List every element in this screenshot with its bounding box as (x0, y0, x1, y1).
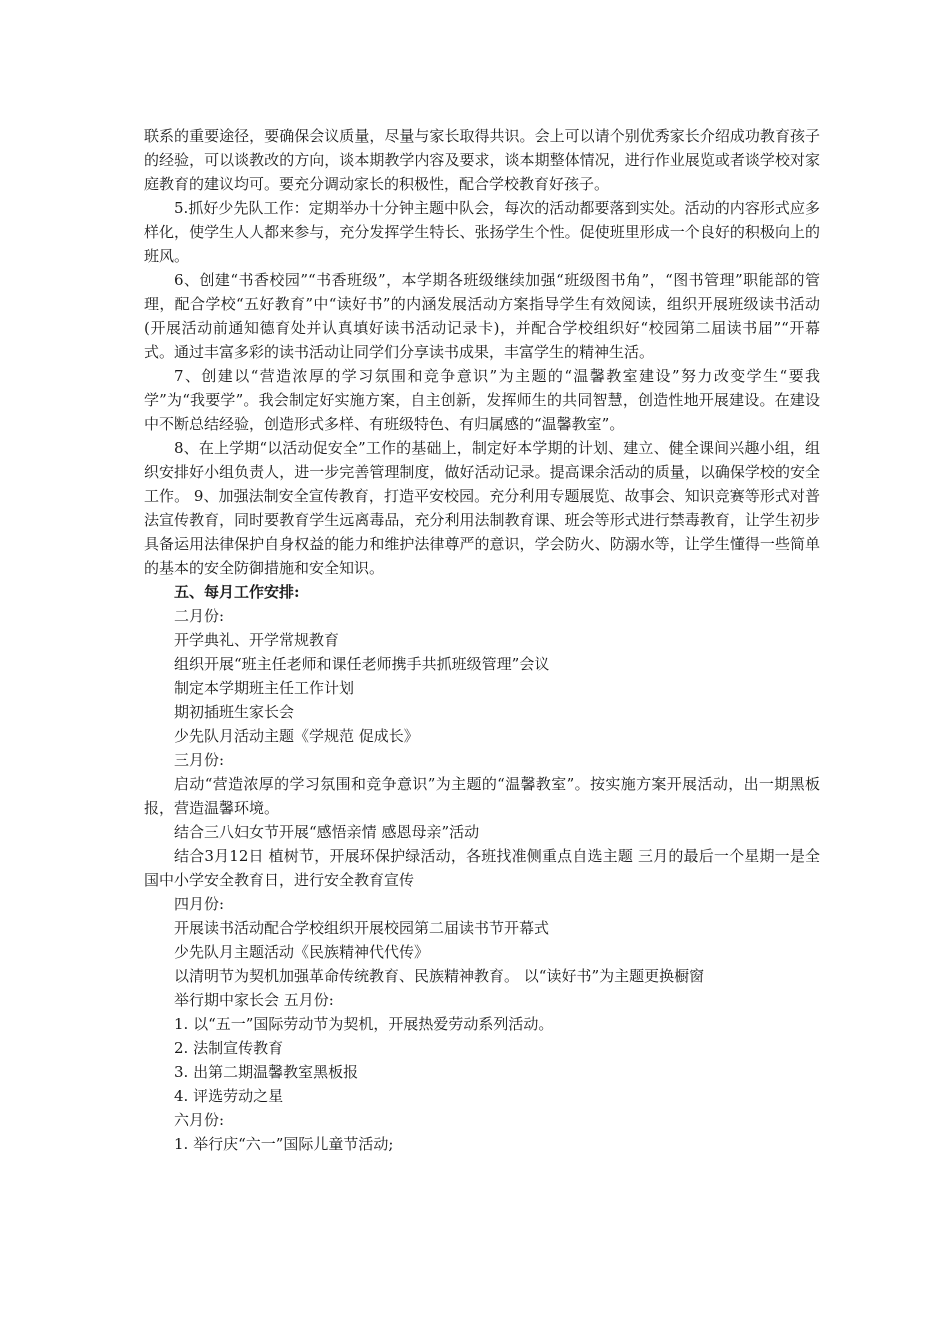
list-item: 3. 出第二期温馨教室黑板报 (174, 1063, 359, 1081)
list-item: 结合3月12日 植树节，开展环保护绿活动，各班找准侧重点自选主题 三月的最后一个星期一是全国中小学安全教育日，进行安全教育宣传 (144, 847, 820, 889)
list-item: 开学典礼、开学常规教育 (174, 631, 340, 649)
list-item: 1. 举行庆“六一”国际儿童节活动; (174, 1135, 394, 1153)
list-item: 少先队月活动主题《学规范 促成长》 (174, 727, 419, 745)
document-page (144, 124, 820, 1156)
month-label-february: 二月份: (174, 607, 225, 625)
list-item: 制定本学期班主任工作计划 (174, 679, 355, 697)
list-item: 组织开展“班主任老师和课任老师携手共抓班级管理”会议 (174, 655, 550, 673)
month-label-june: 六月份: (174, 1111, 225, 1129)
month-label-march: 三月份: (174, 751, 225, 769)
paragraph-item-7: 7、创建以“营造浓厚的学习氛围和竞争意识”为主题的“温馨教室建设”努力改变学生“要我学”为“我要学”。我会制定好实施方案，自主创新，发挥师生的共同智慧，创造性地开展建设。在建设中不断总结经验，创造形式多样、有班级特色、有归属感的“温馨教室”。 (144, 367, 820, 433)
list-item: 结合三八妇女节开展“感悟亲情 感恩母亲”活动 (174, 823, 480, 841)
list-item: 开展读书活动配合学校组织开展校园第二届读书节开幕式 (174, 919, 550, 937)
list-item: 以清明节为契机加强革命传统教育、民族精神教育。 以“读好书”为主题更换橱窗 (174, 967, 705, 985)
month-label-april: 四月份: (174, 895, 225, 913)
paragraph-item-5: 5.抓好少先队工作：定期举办十分钟主题中队会，每次的活动都要落到实处。活动的内容形式应多样化，使学生人人都来参与，充分发挥学生特长、张扬学生个性。促使班里形成一个良好的积极向上的班风。 (144, 199, 820, 265)
list-item: 举行期中家长会 五月份: (174, 991, 334, 1009)
list-item: 期初插班生家长会 (174, 703, 295, 721)
list-item: 1. 以“五一”国际劳动节为契机，开展热爱劳动系列活动。 (174, 1015, 554, 1033)
section-heading-monthly-plan: 五、每月工作安排: (174, 583, 300, 601)
paragraph-item-6: 6、创建“书香校园”“书香班级”，本学期各班级继续加强“班级图书角”，“图书管理”职能部的管理，配合学校“五好教育”中“读好书”的内涵发展活动方案指导学生有效阅读，组织开展班级读书活动(开展活动前通知德育处并认真填好读书活动记录卡)，并配合学校组织好“校园第二届读书届”“开幕式。通过丰富多彩的读书活动让同学们分享读书成果，丰富学生的精神生活。 (144, 271, 820, 361)
paragraph-item-8-9: 8、在上学期“以活动促安全”工作的基础上，制定好本学期的计划、建立、健全课间兴趣小组，组织安排好小组负责人，进一步完善管理制度，做好活动记录。提高课余活动的质量，以确保学校的安全工作。 9、加强法制安全宣传教育，打造平安校园。充分利用专题展览、故事会、知识竞赛等形式对普法宣传教育，同时要教育学生远离毒品，充分利用法制教育课、班会等形式进行禁毒教育，让学生初步具备运用法律保护自身权益的能力和维护法律尊严的意识，学会防火、防溺水等，让学生懂得一些简单的基本的安全防御措施和安全知识。 (144, 439, 820, 577)
list-item: 少先队月主题活动《民族精神代代传》 (174, 943, 430, 961)
list-item: 4. 评选劳动之星 (174, 1087, 284, 1105)
paragraph-parent-meeting: 联系的重要途径，要确保会议质量，尽量与家长取得共识。会上可以请个别优秀家长介绍成功教育孩子的经验，可以谈教改的方向，谈本期教学内容及要求，谈本期整体情况，进行作业展览或者谈学校对家庭教育的建议均可。要充分调动家长的积极性，配合学校教育好孩子。 (144, 127, 820, 193)
list-item: 2. 法制宣传教育 (174, 1039, 284, 1057)
list-item: 启动“营造浓厚的学习氛围和竞争意识”为主题的“温馨教室”。按实施方案开展活动，出一期黑板报，营造温馨环境。 (144, 775, 820, 817)
